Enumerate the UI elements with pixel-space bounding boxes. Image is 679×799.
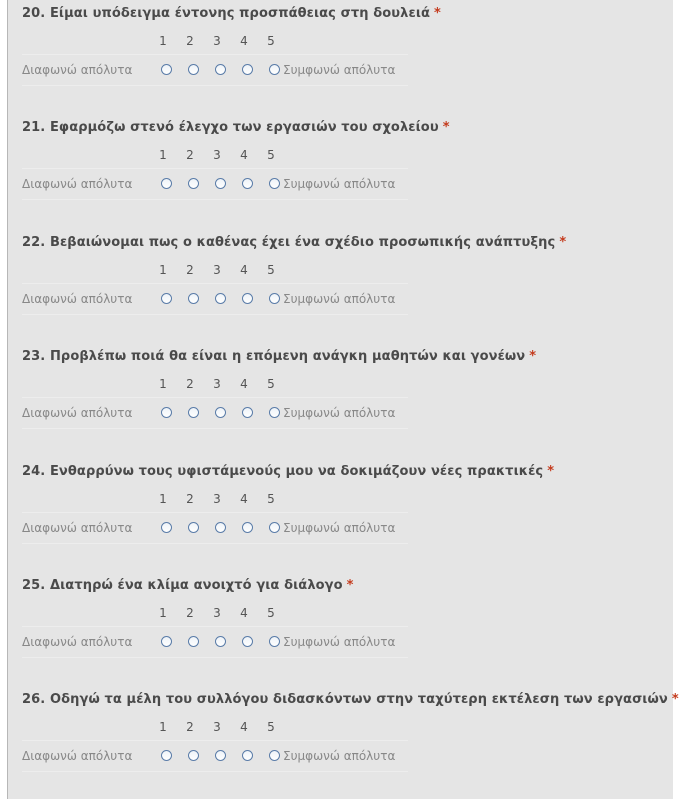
rating-radio-1[interactable] xyxy=(161,178,172,189)
scale-number: 3 xyxy=(213,263,221,277)
scale-number: 1 xyxy=(159,377,167,391)
rating-radio-5[interactable] xyxy=(269,64,280,75)
rating-radio-3[interactable] xyxy=(215,293,226,304)
scale-number: 1 xyxy=(159,720,167,734)
required-marker: * xyxy=(671,692,679,707)
scale-right-label: Συμφωνώ απόλυτα xyxy=(283,292,396,306)
scale-number: 2 xyxy=(186,606,194,620)
row-divider xyxy=(22,314,408,315)
likert-question xyxy=(22,114,672,204)
scale-right-label: Συμφωνώ απόλυτα xyxy=(283,177,396,191)
row-divider xyxy=(22,199,408,200)
scale-number: 1 xyxy=(159,34,167,48)
scale-number: 3 xyxy=(213,606,221,620)
question-title xyxy=(22,235,566,250)
likert-question xyxy=(22,0,672,90)
scale-left-label: Διαφωνώ απόλυτα xyxy=(22,406,133,420)
question-title xyxy=(22,349,536,364)
scale-number: 1 xyxy=(159,606,167,620)
likert-question xyxy=(22,458,672,548)
scale-number: 5 xyxy=(267,606,275,620)
rating-radio-4[interactable] xyxy=(242,750,253,761)
scale-number: 2 xyxy=(186,34,194,48)
question-title-text: 21. Εφαρμόζω στενό έλεγχο των εργασιών του σχολείου xyxy=(22,120,439,135)
scale-number: 1 xyxy=(159,492,167,506)
scale-right-label: Συμφωνώ απόλυτα xyxy=(283,63,396,77)
rating-radio-4[interactable] xyxy=(242,178,253,189)
scale-number: 4 xyxy=(240,492,248,506)
survey-panel xyxy=(7,0,679,799)
rating-radio-3[interactable] xyxy=(215,64,226,75)
scale-number: 3 xyxy=(213,492,221,506)
question-title xyxy=(22,692,679,707)
question-title-text: 25. Διατηρώ ένα κλίμα ανοιχτό για διάλογο xyxy=(22,578,343,593)
question-title-text: 22. Βεβαιώνομαι πως ο καθένας έχει ένα σχέδιο προσωπικής ανάπτυξης xyxy=(22,235,556,250)
question-title xyxy=(22,464,554,479)
rating-radio-1[interactable] xyxy=(161,636,172,647)
row-divider xyxy=(22,283,408,284)
likert-question xyxy=(22,572,672,662)
rating-radio-1[interactable] xyxy=(161,293,172,304)
scale-number: 5 xyxy=(267,720,275,734)
scale-number: 5 xyxy=(267,148,275,162)
scale-right-label: Συμφωνώ απόλυτα xyxy=(283,406,396,420)
rating-radio-4[interactable] xyxy=(242,407,253,418)
row-divider xyxy=(22,428,408,429)
scale-number: 2 xyxy=(186,148,194,162)
scale-number: 5 xyxy=(267,377,275,391)
rating-radio-2[interactable] xyxy=(188,522,199,533)
rating-radio-5[interactable] xyxy=(269,407,280,418)
row-divider xyxy=(22,657,408,658)
question-title-text: 20. Είμαι υπόδειγμα έντονης προσπάθειας στη δουλειά xyxy=(22,6,431,21)
scale-number: 3 xyxy=(213,377,221,391)
rating-radio-2[interactable] xyxy=(188,178,199,189)
row-divider xyxy=(22,543,408,544)
scale-number: 1 xyxy=(159,148,167,162)
scale-number: 2 xyxy=(186,720,194,734)
rating-radio-3[interactable] xyxy=(215,522,226,533)
required-marker: * xyxy=(434,6,441,21)
rating-radio-5[interactable] xyxy=(269,293,280,304)
row-divider xyxy=(22,771,408,772)
scale-number: 5 xyxy=(267,263,275,277)
rating-radio-2[interactable] xyxy=(188,64,199,75)
row-divider xyxy=(22,85,408,86)
rating-radio-2[interactable] xyxy=(188,750,199,761)
scale-number: 3 xyxy=(213,720,221,734)
scale-left-label: Διαφωνώ απόλυτα xyxy=(22,749,133,763)
required-marker: * xyxy=(559,235,567,250)
likert-question xyxy=(22,229,672,319)
likert-question xyxy=(22,686,679,776)
row-divider xyxy=(22,54,408,55)
rating-radio-1[interactable] xyxy=(161,64,172,75)
question-title-text: 23. Προβλέπω ποιά θα είναι η επόμενη ανάγκη μαθητών και γονέων xyxy=(22,349,526,364)
rating-radio-1[interactable] xyxy=(161,750,172,761)
rating-radio-4[interactable] xyxy=(242,636,253,647)
scale-number: 3 xyxy=(213,34,221,48)
scale-number: 3 xyxy=(213,148,221,162)
rating-radio-2[interactable] xyxy=(188,636,199,647)
question-title xyxy=(22,578,354,593)
scale-left-label: Διαφωνώ απόλυτα xyxy=(22,177,133,191)
rating-radio-2[interactable] xyxy=(188,293,199,304)
row-divider xyxy=(22,626,408,627)
scale-left-label: Διαφωνώ απόλυτα xyxy=(22,292,133,306)
rating-radio-5[interactable] xyxy=(269,522,280,533)
scale-number: 2 xyxy=(186,377,194,391)
required-marker: * xyxy=(529,349,537,364)
scale-number: 4 xyxy=(240,720,248,734)
scale-left-label: Διαφωνώ απόλυτα xyxy=(22,63,133,77)
scale-right-label: Συμφωνώ απόλυτα xyxy=(283,749,396,763)
scale-number: 4 xyxy=(240,606,248,620)
required-marker: * xyxy=(346,578,354,593)
scale-left-label: Διαφωνώ απόλυτα xyxy=(22,635,133,649)
rating-radio-1[interactable] xyxy=(161,522,172,533)
scale-number: 4 xyxy=(240,34,248,48)
scale-number: 4 xyxy=(240,148,248,162)
rating-radio-2[interactable] xyxy=(188,407,199,418)
rating-radio-4[interactable] xyxy=(242,64,253,75)
scale-number: 2 xyxy=(186,263,194,277)
scale-number: 1 xyxy=(159,263,167,277)
question-title xyxy=(22,6,441,21)
rating-radio-4[interactable] xyxy=(242,522,253,533)
scale-right-label: Συμφωνώ απόλυτα xyxy=(283,521,396,535)
scale-right-label: Συμφωνώ απόλυτα xyxy=(283,635,396,649)
rating-radio-5[interactable] xyxy=(269,178,280,189)
scale-number: 4 xyxy=(240,263,248,277)
required-marker: * xyxy=(547,464,555,479)
scale-number: 2 xyxy=(186,492,194,506)
question-title-text: 24. Ενθαρρύνω τους υφιστάμενούς μου να δοκιμάζουν νέες πρακτικές xyxy=(22,464,544,479)
likert-question xyxy=(22,343,672,433)
rating-radio-4[interactable] xyxy=(242,293,253,304)
row-divider xyxy=(22,740,408,741)
question-title xyxy=(22,120,450,135)
required-marker: * xyxy=(442,120,450,135)
scale-number: 4 xyxy=(240,377,248,391)
rating-radio-3[interactable] xyxy=(215,178,226,189)
scale-left-label: Διαφωνώ απόλυτα xyxy=(22,521,133,535)
row-divider xyxy=(22,512,408,513)
scale-number: 5 xyxy=(267,492,275,506)
scale-number: 5 xyxy=(267,34,275,48)
question-title-text: 26. Οδηγώ τα μέλη του συλλόγου διδασκόντων στην ταχύτερη εκτέλεση των εργασιών xyxy=(22,692,668,707)
row-divider xyxy=(22,397,408,398)
rating-radio-5[interactable] xyxy=(269,636,280,647)
row-divider xyxy=(22,168,408,169)
rating-radio-5[interactable] xyxy=(269,750,280,761)
rating-radio-3[interactable] xyxy=(215,750,226,761)
rating-radio-3[interactable] xyxy=(215,636,226,647)
rating-radio-1[interactable] xyxy=(161,407,172,418)
rating-radio-3[interactable] xyxy=(215,407,226,418)
